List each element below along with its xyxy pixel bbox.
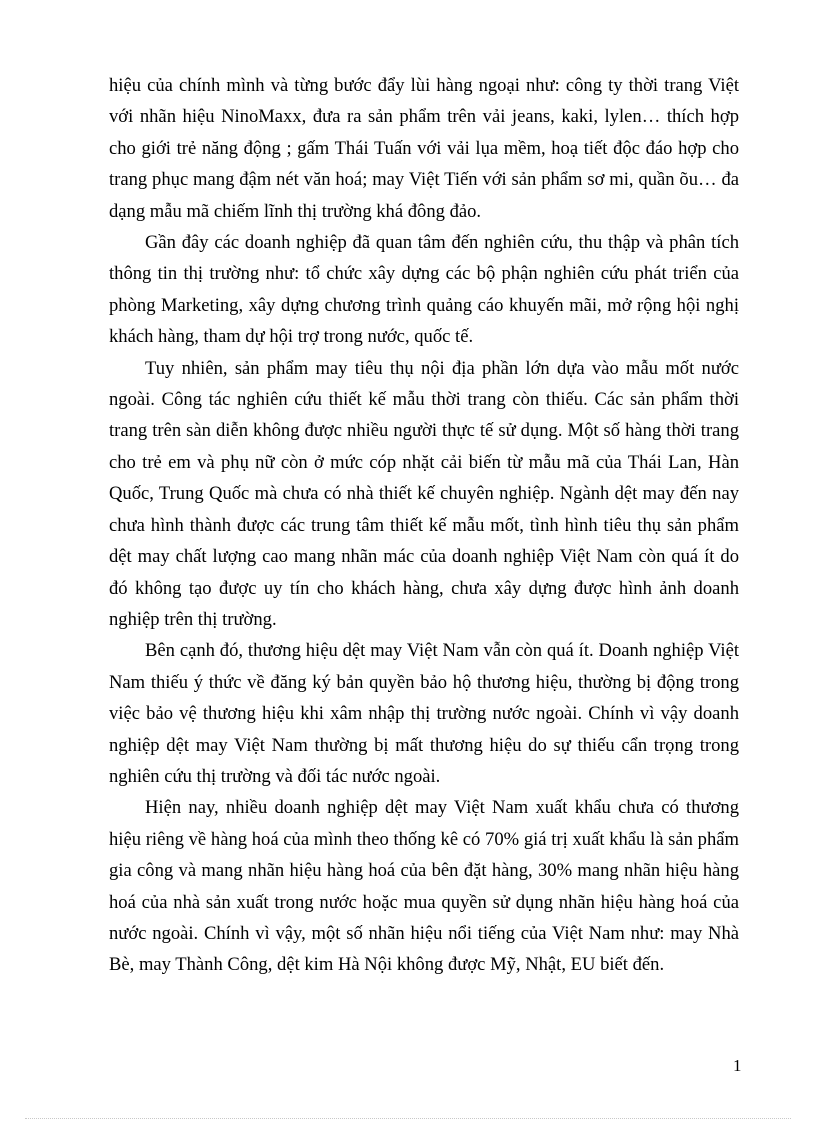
paragraph-2: Gần đây các doanh nghiệp đã quan tâm đến nghiên cứu, thu thập và phân tích thông tin thị trường như: tổ chức xây dựng các bộ phận nghiên cứu phát triển của phòng Marketing, xây dựng chương trình quảng cáo khuyến mãi, mở rộng hội nghị khách hàng, tham dự hội trợ trong nước, quốc tế. — [109, 232, 739, 348]
page-number: 1 — [733, 1056, 742, 1075]
paragraph-4: Bên cạnh đó, thương hiệu dệt may Việt Nam vẫn còn quá ít. Doanh nghiệp Việt Nam thiếu ý thức về đăng ký bản quyền bảo hộ thương hiệu, thường bị động trong việc bảo vệ thương hiệu khi xâm nhập thị trường nước ngoài. Chính vì vậy doanh nghiệp dệt may Việt Nam thường bị mất thương hiệu do sự thiếu cẩn trọng trong nghiên cứu thị trường và đối tác nước ngoài. — [109, 640, 739, 787]
paragraph-3: Tuy nhiên, sản phẩm may tiêu thụ nội địa phần lớn dựa vào mẫu mốt nước ngoài. Công tác nghiên cứu thiết kế mẫu thời trang còn thiếu. Các sản phẩm thời trang trên sàn diễn không được nhiều người thực tế sử dụng. Một số hàng thời trang cho trẻ em và phụ nữ còn ở mức cóp nhặt cải biến từ mẫu mã của Thái Lan, Hàn Quốc, Trung Quốc mà chưa có nhà thiết kế chuyên nghiệp. Ngành dệt may đến nay chưa hình thành được các trung tâm thiết kế mẫu mốt, tình hình tiêu thụ sản phẩm dệt may chất lượng cao mang nhãn mác của doanh nghiệp Việt Nam còn quá ít do đó không tạo được uy tín cho khách hàng, chưa xây dựng được hình ảnh doanh nghiệp trên thị trường. — [109, 357, 739, 630]
page-bottom-divider — [25, 1118, 791, 1119]
paragraph-5: Hiện nay, nhiều doanh nghiệp dệt may Việt Nam xuất khẩu chưa có thương hiệu riêng về hàng hoá của mình theo thống kê có 70% giá trị xuất khẩu là sản phẩm gia công và mang nhãn hiệu hàng hoá của bên đặt hàng, 30% mang nhãn hiệu hàng hoá của nhà sản xuất trong nước hoặc mua quyền sử dụng nhãn hiệu hàng hoá của nước ngoài. Chính vì vậy, một số nhãn hiệu nổi tiếng của Việt Nam như: may Nhà Bè, may Thành Công, dệt kim Hà Nội không được Mỹ, Nhật, EU biết đến. — [109, 797, 739, 976]
paragraph-1: hiệu của chính mình và từng bước đẩy lùi hàng ngoại như: công ty thời trang Việt với nhãn hiệu NinoMaxx, đưa ra sản phẩm trên vải jeans, kaki, lylen… thích hợp cho giới trẻ năng động ; gấm Thái Tuấn với vải lụa mềm, hoạ tiết độc đáo hợp cho trang phục mang đậm nét văn hoá; may Việt Tiến với sản phẩm sơ mi, quần õu… đa dạng mẫu mã chiếm lĩnh thị trường khá đông đảo. — [109, 75, 739, 222]
document-body — [109, 70, 739, 981]
